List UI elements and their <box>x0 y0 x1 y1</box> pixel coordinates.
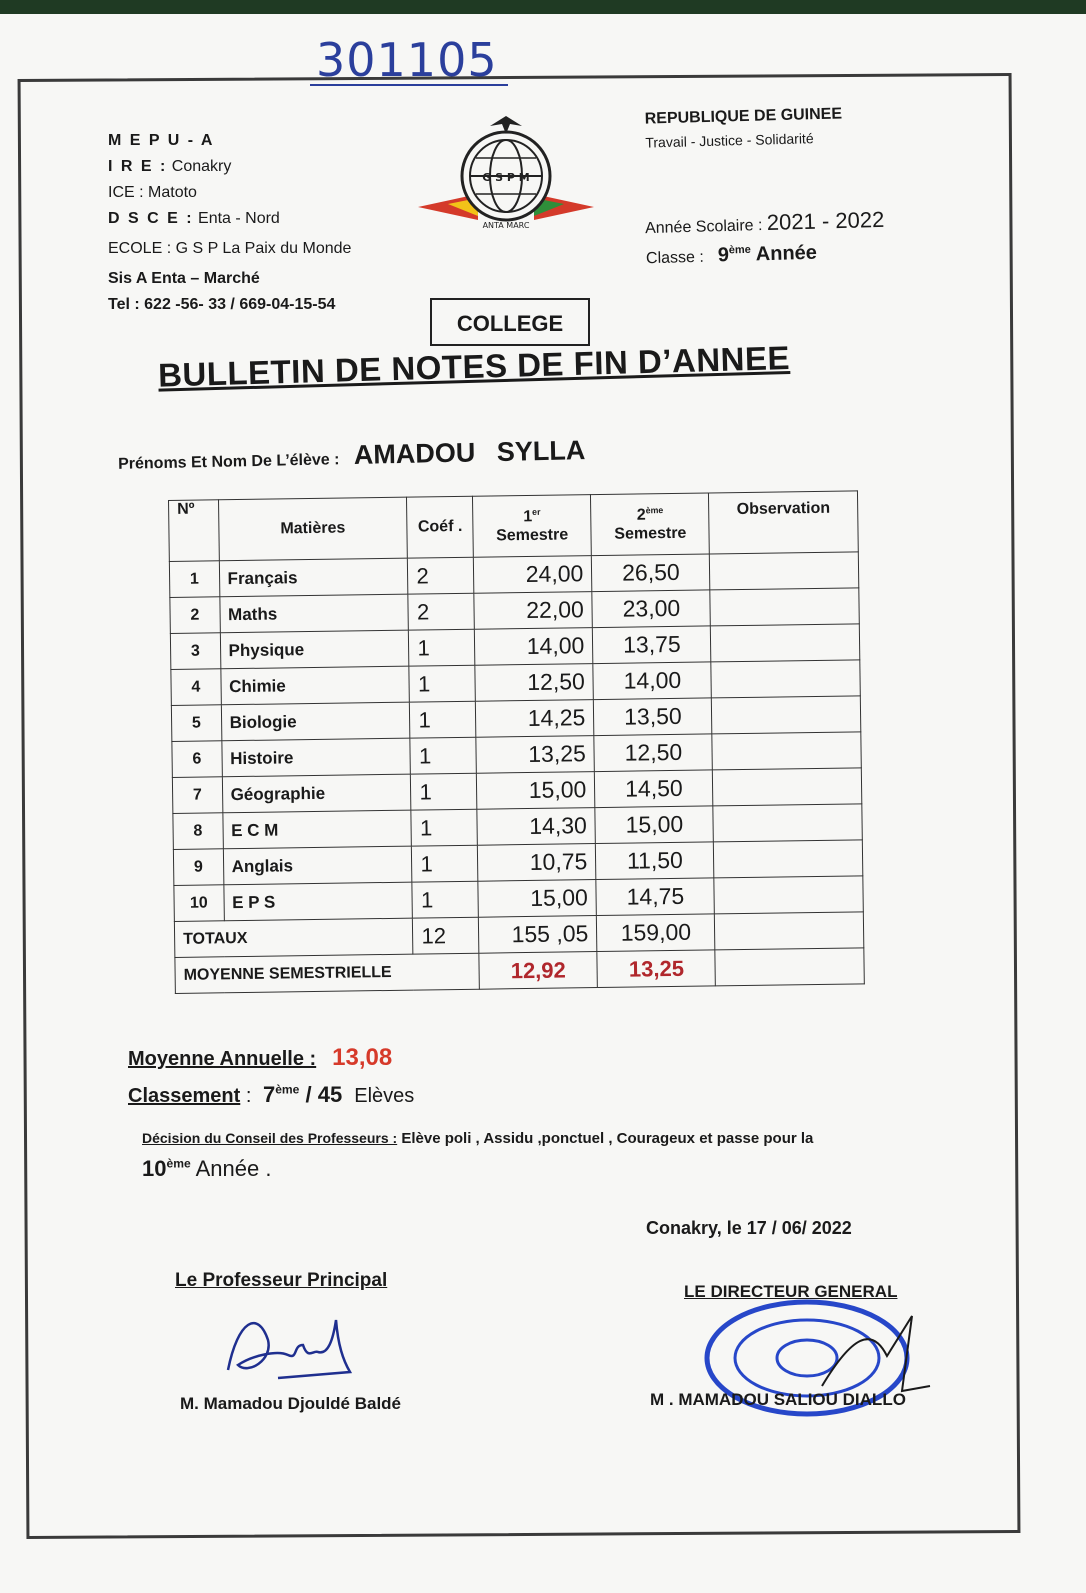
table-row: 1 Français 2 24,00 26,50 <box>169 552 858 598</box>
table-row: 8 E C M 1 14,30 15,00 <box>173 804 862 850</box>
header-line-mepu: M E P U - A <box>108 132 215 149</box>
student-name: AMADOU SYLLA <box>353 435 586 470</box>
col-semester-2: 2ème Semestre <box>591 493 710 556</box>
council-decision: Décision du Conseil des Professeurs : Elève poli , Assidu ,ponctuel , Courageux et passe pour la <box>142 1130 814 1147</box>
ministry-header <box>108 128 351 318</box>
table-header-row <box>169 491 859 562</box>
republic-name: REPUBLIQUE DE GUINEE <box>644 105 843 128</box>
totals-s1: 155 ,05 <box>478 916 597 954</box>
col-observation: Observation <box>709 491 858 554</box>
svg-text:G S P M: G S P M <box>482 171 530 184</box>
table-row: 7 Géographie 1 15,00 14,50 <box>172 768 861 814</box>
col-subject: Matières <box>218 497 408 561</box>
col-semester-1: 1er Semestre <box>473 495 592 558</box>
grades-table <box>168 490 865 994</box>
header-line-ecole: ECOLE : G S P La Paix du Monde <box>108 240 352 257</box>
totals-coef: 12 <box>413 917 479 954</box>
level-box: COLLEGE <box>430 298 590 346</box>
table-row: 2 Maths 2 22,00 23,00 <box>170 588 859 634</box>
col-no: Nº <box>169 500 219 562</box>
header-line-address: Sis A Enta – Marché <box>108 270 260 287</box>
average-s2: 13,25 <box>597 950 716 988</box>
col-coef: Coéf . <box>407 496 474 558</box>
average-label: MOYENNE SEMESTRIELLE <box>175 953 480 993</box>
header-line-ice: ICE : Matoto <box>108 184 197 201</box>
header-line-ire: I R E : Conakry <box>108 158 232 175</box>
header-line-phone: Tel : 622 -56- 33 / 669-04-15-54 <box>108 296 336 313</box>
teacher-signature-icon <box>218 1300 358 1390</box>
svg-text:ANTA MARC: ANTA MARC <box>482 221 530 230</box>
director-title: LE DIRECTEUR GENERAL <box>684 1282 898 1301</box>
table-row: 9 Anglais 1 10,75 11,50 <box>173 840 862 886</box>
principal-teacher-name: M. Mamadou Djouldé Baldé <box>180 1394 402 1413</box>
ranking: Classement : 7ème / 45 Elèves <box>128 1082 415 1107</box>
table-row: 4 Chimie 1 12,50 14,00 <box>171 660 860 706</box>
republic-header <box>645 105 843 150</box>
school-logo-icon <box>418 112 594 242</box>
annual-average: Moyenne Annuelle : 13,08 <box>128 1044 393 1071</box>
header-line-dsce: D S C E : Enta - Nord <box>108 210 280 227</box>
next-class: 10ème Année . <box>142 1156 272 1181</box>
republic-motto: Travail - Justice - Solidarité <box>645 130 814 151</box>
director-name: M . MAMADOU SALIOU DIALLO <box>650 1390 906 1409</box>
totals-s2: 159,00 <box>597 914 716 952</box>
table-row: 3 Physique 1 14,00 13,75 <box>170 624 859 670</box>
student-label: Prénoms Et Nom De L’élève : <box>117 451 340 473</box>
date-line: Conakry, le 17 / 06/ 2022 <box>646 1218 852 1238</box>
table-row: 10 E P S 1 15,00 14,75 <box>174 876 863 922</box>
average-s1: 12,92 <box>479 952 598 990</box>
principal-teacher-title: Le Professeur Principal <box>175 1270 388 1291</box>
handwritten-doc-number: 301105 <box>310 36 508 86</box>
class-level: Classe : 9ème Année <box>645 241 818 268</box>
school-year: Année Scolaire : 2021 - 2022 <box>644 206 885 238</box>
table-row: 5 Biologie 1 14,25 13,50 <box>171 696 860 742</box>
table-row: 6 Histoire 1 13,25 12,50 <box>172 732 861 778</box>
page-title: BULLETIN DE NOTES DE FIN D’ANNEE <box>157 338 791 394</box>
totals-label: TOTAUX <box>174 918 413 957</box>
